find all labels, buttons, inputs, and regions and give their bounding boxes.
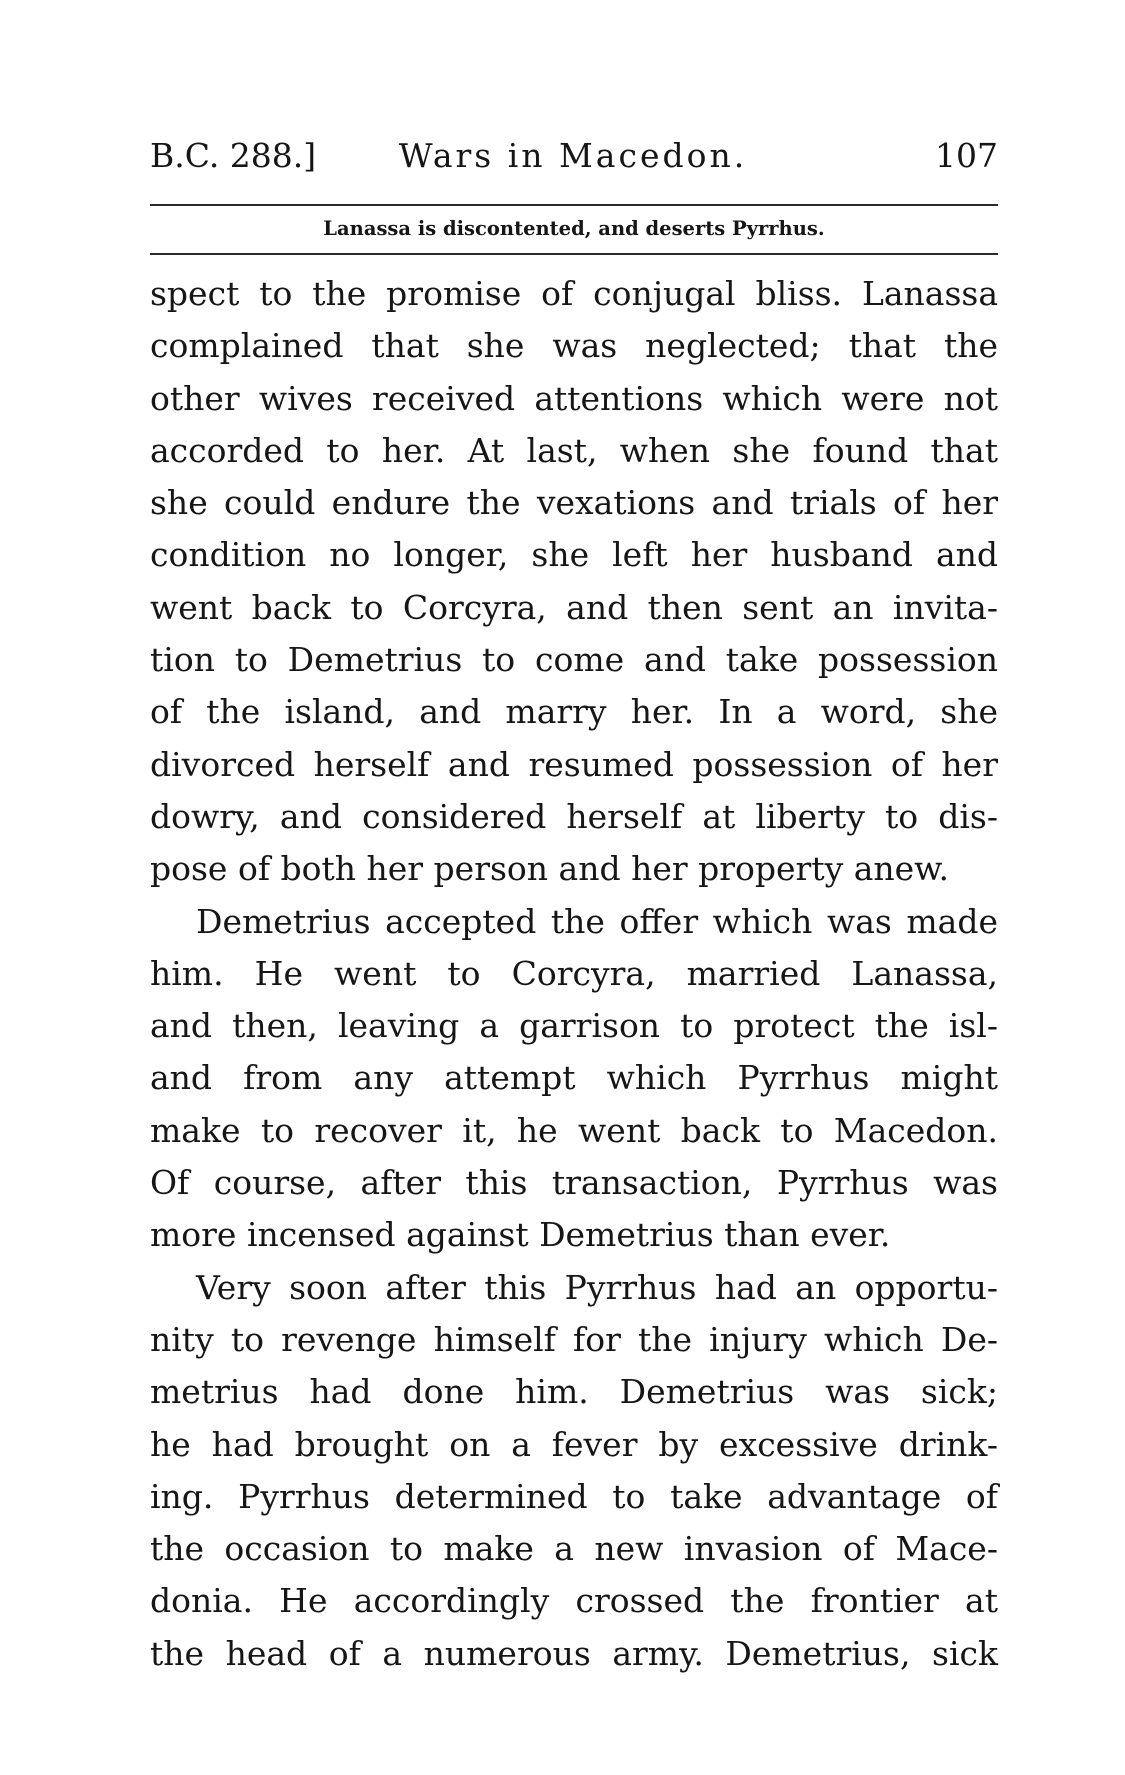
text-line: metrius had done him. Demetrius was sick;: [150, 1372, 998, 1412]
text-line: she could endure the vexations and trials of her: [150, 483, 998, 523]
text-line: pose of both her person and her property anew.: [150, 849, 949, 889]
paragraph-1: [150, 268, 998, 896]
text-line: more incensed against Demetrius than ever.: [150, 1215, 891, 1255]
text-line: ing. Pyrrhus determined to take advantage of: [150, 1476, 998, 1516]
header-rule-bottom: [150, 253, 998, 255]
text-line: and then, leaving a garrison to protect the isl-: [150, 1006, 998, 1046]
text-line: Of course, after this transaction, Pyrrhus was: [150, 1163, 998, 1203]
text-line: condition no longer, she left her husband and: [150, 535, 998, 575]
header-date: B.C. 288.]: [150, 136, 317, 175]
text-line: Very soon after this Pyrrhus had an opportu-: [196, 1267, 998, 1307]
body-text: [150, 268, 998, 1680]
text-line: donia. He accordingly crossed the frontier at: [150, 1581, 998, 1621]
header-rule-top: [150, 204, 998, 206]
header-title: Wars in Macedon.: [398, 136, 748, 175]
text-line: tion to Demetrius to come and take possession: [150, 640, 998, 680]
text-line: other wives received attentions which were not: [150, 378, 998, 418]
page-subtitle: Lanassa is discontented, and deserts Pyrrhus.: [323, 217, 825, 240]
text-line: the occasion to make a new invasion of Mace-: [150, 1529, 998, 1569]
text-line: of the island, and marry her. In a word, she: [150, 692, 998, 732]
text-line: Demetrius accepted the offer which was made: [196, 901, 998, 941]
text-line: accorded to her. At last, when she found that: [150, 430, 998, 470]
text-line: spect to the promise of conjugal bliss. Lanassa: [150, 274, 998, 313]
text-line: went back to Corcyra, and then sent an invita-: [150, 587, 998, 627]
paragraph-3: [150, 1262, 998, 1680]
text-line: dowry, and considered herself at liberty to dis-: [150, 796, 998, 836]
text-line: divorced herself and resumed possession of her: [150, 744, 998, 784]
text-line: nity to revenge himself for the injury which De-: [150, 1319, 998, 1359]
text-line: make to recover it, he went back to Macedon.: [150, 1110, 998, 1150]
text-line: the head of a numerous army. Demetrius, sick: [150, 1633, 998, 1673]
text-line: him. He went to Corcyra, married Lanassa,: [150, 953, 998, 993]
text-line: complained that she was neglected; that the: [150, 326, 998, 366]
page-number: 107: [935, 136, 998, 175]
text-line: and from any attempt which Pyrrhus might: [150, 1058, 998, 1098]
running-header: [150, 132, 998, 180]
paragraph-2: [150, 896, 998, 1262]
text-line: he had brought on a fever by excessive drink-: [150, 1424, 998, 1464]
